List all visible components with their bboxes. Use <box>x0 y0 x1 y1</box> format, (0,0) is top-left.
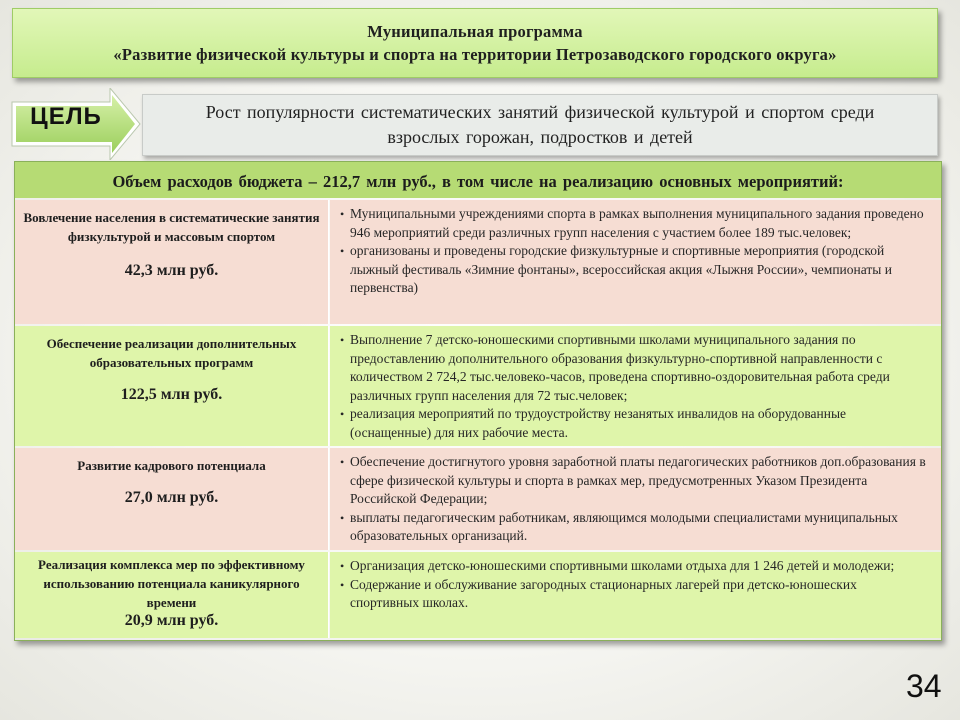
table-row <box>15 326 941 446</box>
results-cell <box>330 326 941 446</box>
result-item: • Муниципальными учреждениями спорта в рамках выполнения муниципального задания проведено 946 мероприятий среди различных групп населения с участием более 189 тыс.человек; <box>340 205 929 242</box>
table-row <box>15 448 941 550</box>
activity-cell <box>15 326 329 446</box>
activity-title: Реализация комплекса мер по эффективному использованию потенциала каникулярного времени <box>38 557 305 610</box>
results-cell <box>330 552 941 638</box>
activity-cell <box>15 448 329 550</box>
goal-text-box <box>142 94 938 156</box>
goal-text-line1: Рост популярности систематических занятий физической культурой и спортом среди <box>205 102 875 122</box>
budget-table-header: Объем расходов бюджета – 212,7 млн руб., в том числе на реализацию основных мероприятий: <box>15 162 941 198</box>
activity-cell <box>15 552 329 638</box>
result-item: • Выполнение 7 детско-юношескими спортивными школами муниципального задания по предоставлению дополнительного образования физкультурно-спортивной направленности с количеством 2 724,2 тыс.человеко-часов, проведена спортивно-оздоровительная работа среди различных групп населения для 72 тыс.человек; <box>340 331 929 405</box>
program-title-banner <box>12 8 938 78</box>
activity-cell <box>15 200 329 324</box>
result-item: • реализация мероприятий по трудоустройству незанятых инвалидов на оборудованные (оснащенные) для них рабочие места. <box>340 405 929 442</box>
program-title-line1: Муниципальная программа <box>367 22 583 41</box>
goal-label: ЦЕЛЬ <box>30 103 102 130</box>
activity-amount: 42,3 млн руб. <box>124 262 219 279</box>
result-item: • организованы и проведены городские физкультурные и спортивные мероприятия (городской лыжный фестиваль «Зимние фонтаны», всероссийская акция «Лыжня России», чемпионаты и первенства) <box>340 242 929 298</box>
table-row <box>15 200 941 324</box>
goal-text-line2: взрослых горожан, подростков и детей <box>387 127 693 147</box>
results-cell <box>330 448 941 550</box>
results-cell <box>330 200 941 324</box>
activity-amount: 20,9 млн руб. <box>124 612 219 629</box>
result-item: • Содержание и обслуживание загородных стационарных лагерей при детско-юношеских спортивных школах. <box>340 576 929 613</box>
result-item: • Организация детско-юношескими спортивными школами отдыха для 1 246 детей и молодежи; <box>340 557 929 576</box>
activity-amount: 27,0 млн руб. <box>124 489 219 506</box>
slide-number: 34 <box>906 668 942 704</box>
activity-title: Вовлечение населения в систематические занятия физкультурой и массовым спортом <box>23 210 320 244</box>
result-item: • Обеспечение достигнутого уровня заработной платы педагогических работников доп.образования в сфере физической культуры и спорта в рамках мер, предусмотренных Указом Президента Российской Федерации; <box>340 453 929 509</box>
activity-title: Развитие кадрового потенциала <box>77 458 266 473</box>
result-item: • выплаты педагогическим работникам, являющимся молодыми специалистами муниципальных образовательных организаций. <box>340 509 929 546</box>
program-title-line2: «Развитие физической культуры и спорта на территории Петрозаводского городского округа» <box>113 45 837 64</box>
activity-title: Обеспечение реализации дополнительных образовательных программ <box>46 336 297 370</box>
table-row <box>15 552 941 638</box>
budget-table <box>14 161 942 641</box>
activity-amount: 122,5 млн руб. <box>120 386 223 403</box>
